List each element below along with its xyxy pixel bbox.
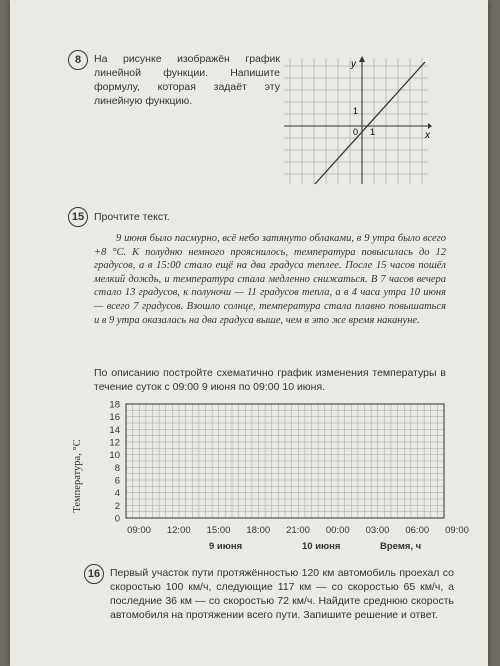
task-15-instruction: По описанию постройте схематично график изменения температуры в течение суток с 09:00 9 июня по 09:00 10 июня. [94, 367, 446, 393]
worksheet-page [10, 0, 488, 666]
date-label-9-june: 9 июня [209, 541, 243, 552]
x-tick-label: 15:00 [206, 525, 231, 536]
temperature-axis-label: Температура, °С [72, 439, 83, 513]
temperature-grid [90, 399, 469, 560]
task-16-text: Первый участок пути протяжённостью 120 км автомобиль проехал со скоростью 100 км/ч, следующие 117 км — со скоростью 65 км/ч, а последние 36 км — со скоростью 72 км/ч. Найдите среднюю скорость автомобиля на протяжении всего пути. Запишите решение и ответ. [110, 567, 454, 621]
task-15-number: 15 [68, 207, 88, 227]
task-8-number: 8 [68, 50, 88, 70]
task-16-number: 16 [84, 564, 104, 584]
x-tick-label: 18:00 [246, 525, 271, 536]
graph-tick-one-x: 1 [370, 127, 376, 137]
x-tick-label: 21:00 [286, 525, 310, 536]
graph-line [315, 62, 425, 184]
x-tick-label: 06:00 [405, 525, 430, 536]
y-tick-label: 14 [109, 424, 120, 436]
y-tick-label: 6 [114, 475, 120, 487]
x-tick-label: 12:00 [166, 525, 191, 536]
task-15-prompt: Прочтите текст. [94, 211, 170, 223]
y-tick-label: 16 [109, 412, 120, 424]
task-8-linear-function-graph [282, 56, 432, 186]
y-tick-label: 18 [109, 399, 120, 411]
graph-x-label: x [425, 130, 430, 141]
y-tick-label: 2 [114, 500, 120, 512]
time-axis-label: Время, ч [380, 541, 422, 552]
task-15-story: 9 июня было пасмурно, всё небо затянуто облаками, в 9 утра было всего +8 °С. К полудню немного прояснилось, температура повысилась до 12 градусов, а в 15:00 стало ещё на два градуса теплее. После 15 часов пошёл мелкий дождь, и температура стала медленно снижаться. В 7 часов вечера стало 13 градусов, к полуночи — 11 градусов тепла, а в 4 часа утра 10 июня — всего 7 градусов. Взошло солнце, температура стала плавно повышаться и в 9 утра оказалась на два градуса выше, чем в это же время накануне. [94, 233, 446, 326]
date-label-10-june: 10 июня [302, 541, 341, 552]
x-tick-label: 09:00 [445, 525, 469, 536]
y-tick-label: 0 [114, 513, 120, 525]
x-tick-label: 00:00 [325, 525, 350, 536]
y-tick-label: 10 [109, 450, 120, 462]
y-tick-label: 8 [114, 462, 120, 474]
x-tick-label: 09:00 [127, 525, 151, 536]
task-8-text: На рисунке изображён график линейной функции. Напишите формулу, которая задаёт эту линейную функцию. [94, 53, 280, 107]
y-tick-label: 4 [114, 488, 120, 500]
graph-y-label: y [351, 59, 356, 70]
y-tick-label: 12 [109, 437, 120, 449]
graph-tick-one-y: 1 [353, 106, 359, 116]
graph-origin: 0 [353, 127, 359, 137]
x-tick-label: 03:00 [365, 525, 390, 536]
